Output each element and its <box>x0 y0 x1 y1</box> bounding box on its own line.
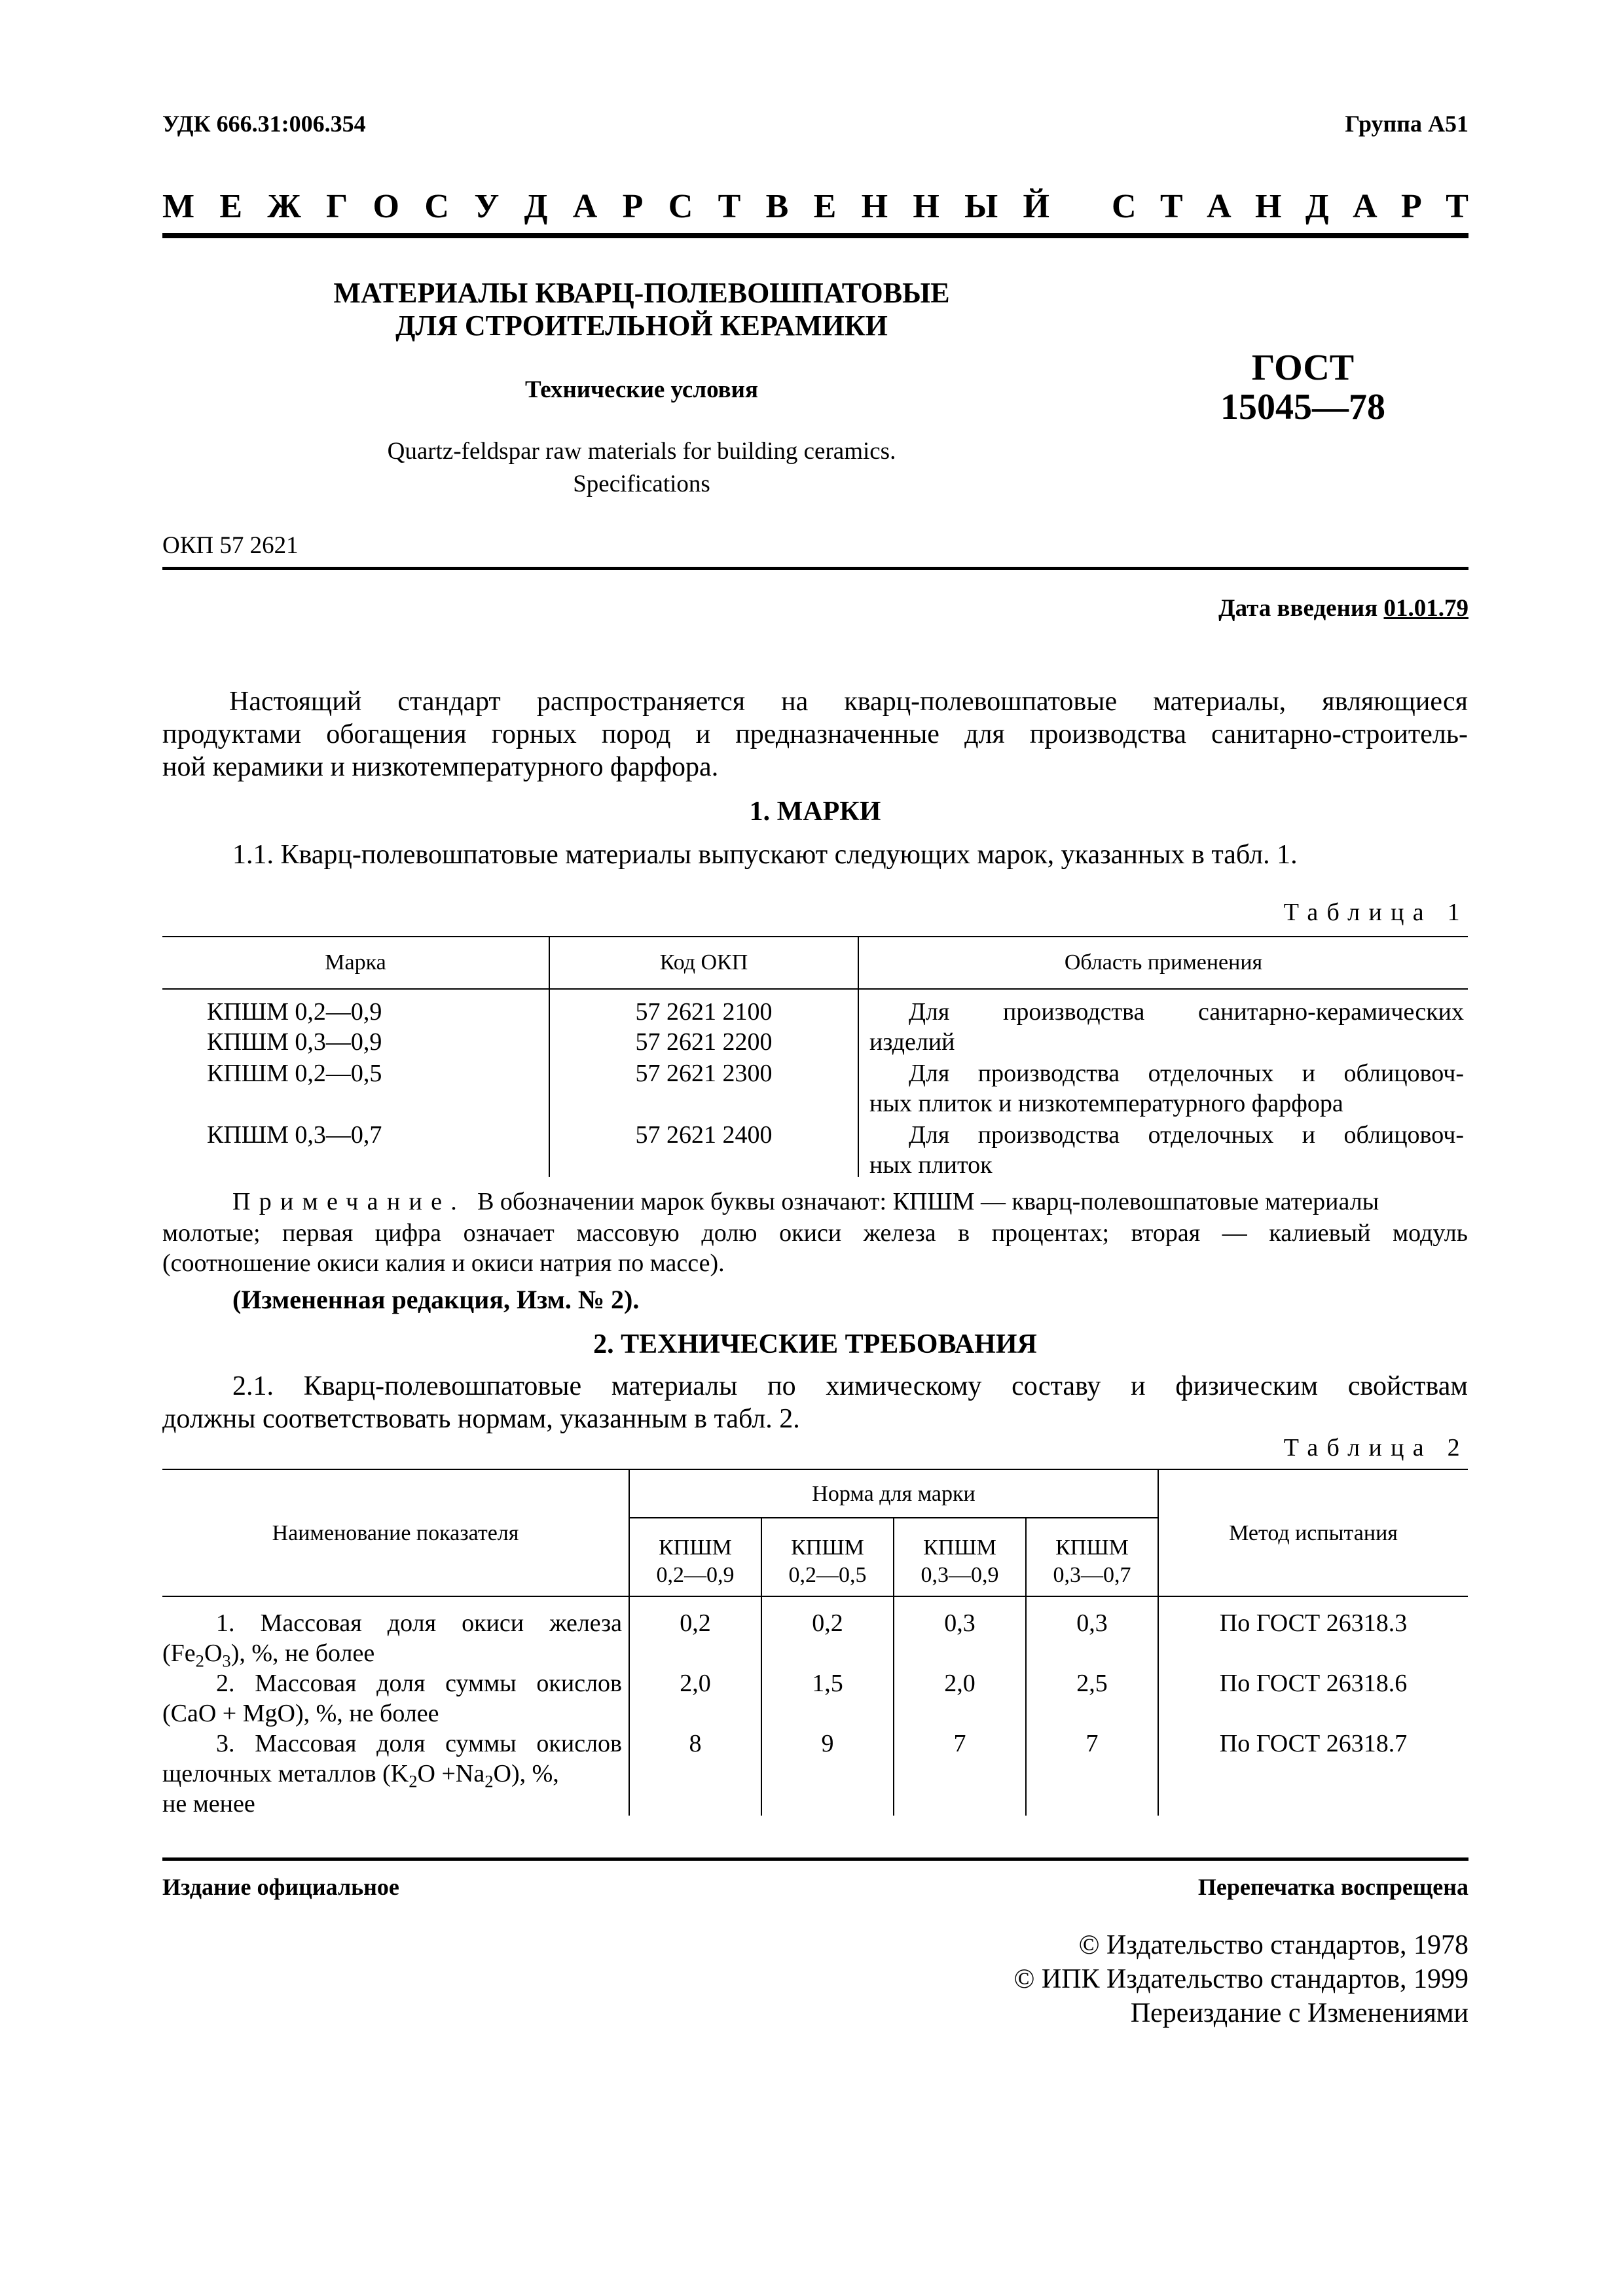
title-english-line1: Quartz-feldspar raw materials for building ceramics. <box>387 438 896 465</box>
banner-word-interstate <box>162 187 1049 226</box>
intro-paragraph-line1: Настоящий стандарт распространяется на кварц-полевошпатовые материалы, являющиеся <box>229 687 1468 717</box>
interstate-letter: Д <box>524 188 548 225</box>
table1-top-rule <box>162 936 1468 937</box>
table2-row-value: 0,3 <box>1076 1609 1108 1637</box>
gost-label: ГОСТ <box>1251 348 1355 388</box>
table2-row-value: 7 <box>1085 1730 1099 1757</box>
table1-note-line2: молотые; первая цифра означает массовую долю окиси железа в процентах; вторая — калиевый модуль <box>162 1219 1468 1247</box>
introduction-date <box>1218 594 1468 622</box>
intro-paragraph-line3: ной керамики и низкотемпературного фарфора. <box>162 752 719 782</box>
table2-row-value: 2,0 <box>680 1670 711 1697</box>
table2-row-indicator-chem: $(Fe_2O_3)$, %, не более <box>162 1640 375 1671</box>
title-line1: МАТЕРИАЛЫ КВАРЦ-ПОЛЕВОШПАТОВЫЕ <box>333 277 950 309</box>
table1-header-grade: Марка <box>325 950 386 975</box>
standard-letter: Т <box>1446 188 1468 225</box>
table1-note-line3: (соотношение окиси калия и окиси натрия по массе). <box>162 1249 725 1277</box>
interstate-letter: У <box>474 188 500 225</box>
interstate-letter: О <box>373 188 399 225</box>
intro-paragraph-line2: продуктами обогащения горных пород и предназначенные для производства санитарно-строитель- <box>162 719 1468 749</box>
table1-row-code: 57 2621 2400 <box>635 1121 773 1149</box>
interstate-letter: Ж <box>267 188 301 225</box>
table1-row-code: 57 2621 2200 <box>635 1028 773 1056</box>
table2-header-rule <box>162 1596 1468 1597</box>
table2-row-indicator: 2. Массовая доля суммы окислов <box>216 1670 622 1697</box>
interstate-letter: Р <box>622 188 644 225</box>
interstate-letter: М <box>162 188 195 225</box>
table1-row-grade: КПШМ 0,2—0,5 <box>207 1060 382 1087</box>
table1-row-use: ных плиток <box>869 1151 993 1179</box>
table1-row-use: Для производства отделочных и облицовоч- <box>909 1060 1464 1087</box>
interstate-letter: Н <box>913 188 939 225</box>
table2-row-method: По ГОСТ 26318.6 <box>1219 1670 1408 1697</box>
gost-number: 15045—78 <box>1220 387 1385 427</box>
table2-top-rule <box>162 1469 1468 1470</box>
interstate-letter: Е <box>813 188 837 225</box>
table1-row-code: 57 2621 2100 <box>635 998 773 1026</box>
standard-letter: Т <box>1159 188 1183 225</box>
table2-row-value: 8 <box>689 1730 702 1757</box>
table2-grade-name: КПШМ <box>659 1535 732 1560</box>
introduction-date-label: Дата введения <box>1218 595 1378 622</box>
interstate-letter: С <box>668 188 693 225</box>
standard-letter: Д <box>1305 188 1329 225</box>
section2-paragraph-line2: должны соответствовать нормам, указанным в табл. 2. <box>162 1404 800 1434</box>
table2-header-norm: Норма для марки <box>812 1482 976 1506</box>
table2-grade-range: 0,3—0,9 <box>921 1563 999 1587</box>
table2-row-indicator: 1. Массовая доля окиси железа <box>216 1609 622 1637</box>
interstate-letter: Й <box>1023 188 1049 225</box>
interstate-letter: В <box>765 188 789 225</box>
group-code: Группа А51 <box>1345 111 1468 137</box>
table2-row-indicator-chem: щелочных металлов $(K_2O +Na_2O)$, %, <box>162 1760 559 1791</box>
copyright-1999: © ИПК Издательство стандартов, 1999 <box>1013 1964 1468 1994</box>
footer-rule <box>162 1857 1468 1861</box>
table2-col-divider <box>629 1469 630 1816</box>
header-rule <box>162 233 1468 238</box>
copyright-1978: © Издательство стандартов, 1978 <box>1078 1930 1468 1960</box>
table1-row-use: Для производства санитарно-керамических <box>909 998 1464 1026</box>
introduction-date-value: 01.01.79 <box>1383 595 1468 622</box>
table2-col-divider <box>761 1517 762 1816</box>
interstate-letter: Ы <box>964 188 998 225</box>
table2-header-method: Метод испытания <box>1229 1521 1398 1545</box>
table2-grade-name: КПШМ <box>1055 1535 1129 1560</box>
table2-caption: Таблица 2 <box>1283 1434 1468 1462</box>
table2-row-indicator-chem: (CaO + MgO), %, не более <box>162 1700 439 1727</box>
table1-row-grade: КПШМ 0,3—0,9 <box>207 1028 382 1056</box>
reprint-prohibited: Перепечатка воспрещена <box>1197 1874 1468 1900</box>
table2-row-value: 0,3 <box>944 1609 976 1637</box>
table2-grade-range: 0,2—0,5 <box>788 1563 867 1587</box>
table1-row-use: изделий <box>869 1028 955 1056</box>
table2-grade-range: 0,3—0,7 <box>1053 1563 1131 1587</box>
table2-grade-name: КПШМ <box>923 1535 996 1560</box>
amended-edition: (Измененная редакция, Изм. № 2). <box>232 1285 640 1314</box>
official-edition: Издание официальное <box>162 1874 399 1900</box>
table1-header-code: Код ОКП <box>659 950 748 975</box>
banner-word-standard <box>1112 187 1468 226</box>
table1-row-code: 57 2621 2300 <box>635 1060 773 1087</box>
table1-row-use: Для производства отделочных и облицовоч- <box>909 1121 1464 1149</box>
table2-grade-name: КПШМ <box>791 1535 864 1560</box>
standard-letter: Р <box>1401 188 1422 225</box>
reissue-note: Переиздание с Изменениями <box>1130 1998 1468 2028</box>
table2-row-value: 2,0 <box>944 1670 976 1697</box>
interstate-letter: С <box>424 188 449 225</box>
table2-row-value: 7 <box>953 1730 966 1757</box>
interstate-standard-banner <box>162 187 1468 226</box>
interstate-letter: А <box>572 188 598 225</box>
interstate-letter: Е <box>219 188 243 225</box>
table1-row-grade: КПШМ 0,2—0,9 <box>207 998 382 1026</box>
standard-letter: С <box>1112 188 1137 225</box>
standard-letter: А <box>1353 188 1377 225</box>
table2-row-method: По ГОСТ 26318.3 <box>1219 1609 1408 1637</box>
table2-row-value: 9 <box>821 1730 834 1757</box>
table1-row-grade: КПШМ 0,3—0,7 <box>207 1121 382 1149</box>
note-text: В обозначении марок буквы означают: КПШМ — кварц-полевошпатовые материалы <box>477 1188 1379 1215</box>
standard-letter: А <box>1207 188 1231 225</box>
table2-col-divider <box>893 1517 894 1816</box>
okp-code: ОКП 57 2621 <box>162 532 299 559</box>
section1-paragraph: 1.1. Кварц-полевошпатовые материалы выпускают следующих марок, указанных в табл. 1. <box>232 840 1298 870</box>
subtitle: Технические условия <box>525 376 758 403</box>
table1-row-use: ных плиток и низкотемпературного фарфора <box>869 1090 1343 1117</box>
table2-row-value: 2,5 <box>1076 1670 1108 1697</box>
table2-row-value: 1,5 <box>812 1670 843 1697</box>
table2-header-indicator: Наименование показателя <box>272 1521 519 1545</box>
udk-code: УДК 666.31:006.354 <box>162 111 366 137</box>
table1-caption: Таблица 1 <box>1283 899 1468 926</box>
title-line2: ДЛЯ СТРОИТЕЛЬНОЙ КЕРАМИКИ <box>395 310 888 342</box>
okp-rule <box>162 567 1468 570</box>
section1-heading: 1. МАРКИ <box>749 797 881 827</box>
table1-note-line1 <box>232 1187 1468 1216</box>
section2-heading: 2. ТЕХНИЧЕСКИЕ ТРЕБОВАНИЯ <box>593 1329 1037 1359</box>
interstate-letter: Н <box>861 188 888 225</box>
table2-row-value: 0,2 <box>812 1609 843 1637</box>
standard-letter: Н <box>1255 188 1282 225</box>
table1-header-rule <box>162 988 1468 990</box>
table2-row-method: По ГОСТ 26318.7 <box>1219 1730 1408 1757</box>
table2-row-value: 0,2 <box>680 1609 711 1637</box>
table2-row-indicator-tail: не менее <box>162 1790 255 1818</box>
table1-header-use: Область применения <box>1064 950 1263 975</box>
note-label: Примечание. <box>232 1188 466 1215</box>
interstate-letter: Т <box>718 188 741 225</box>
title-english-line2: Specifications <box>573 471 710 497</box>
interstate-letter: Г <box>326 188 348 225</box>
table2-col-divider <box>1025 1517 1027 1816</box>
table2-grade-range: 0,2—0,9 <box>656 1563 735 1587</box>
table2-row-indicator: 3. Массовая доля суммы окислов <box>216 1730 622 1757</box>
section2-paragraph-line1: 2.1. Кварц-полевошпатовые материалы по химическому составу и физическим свойствам <box>232 1371 1468 1401</box>
